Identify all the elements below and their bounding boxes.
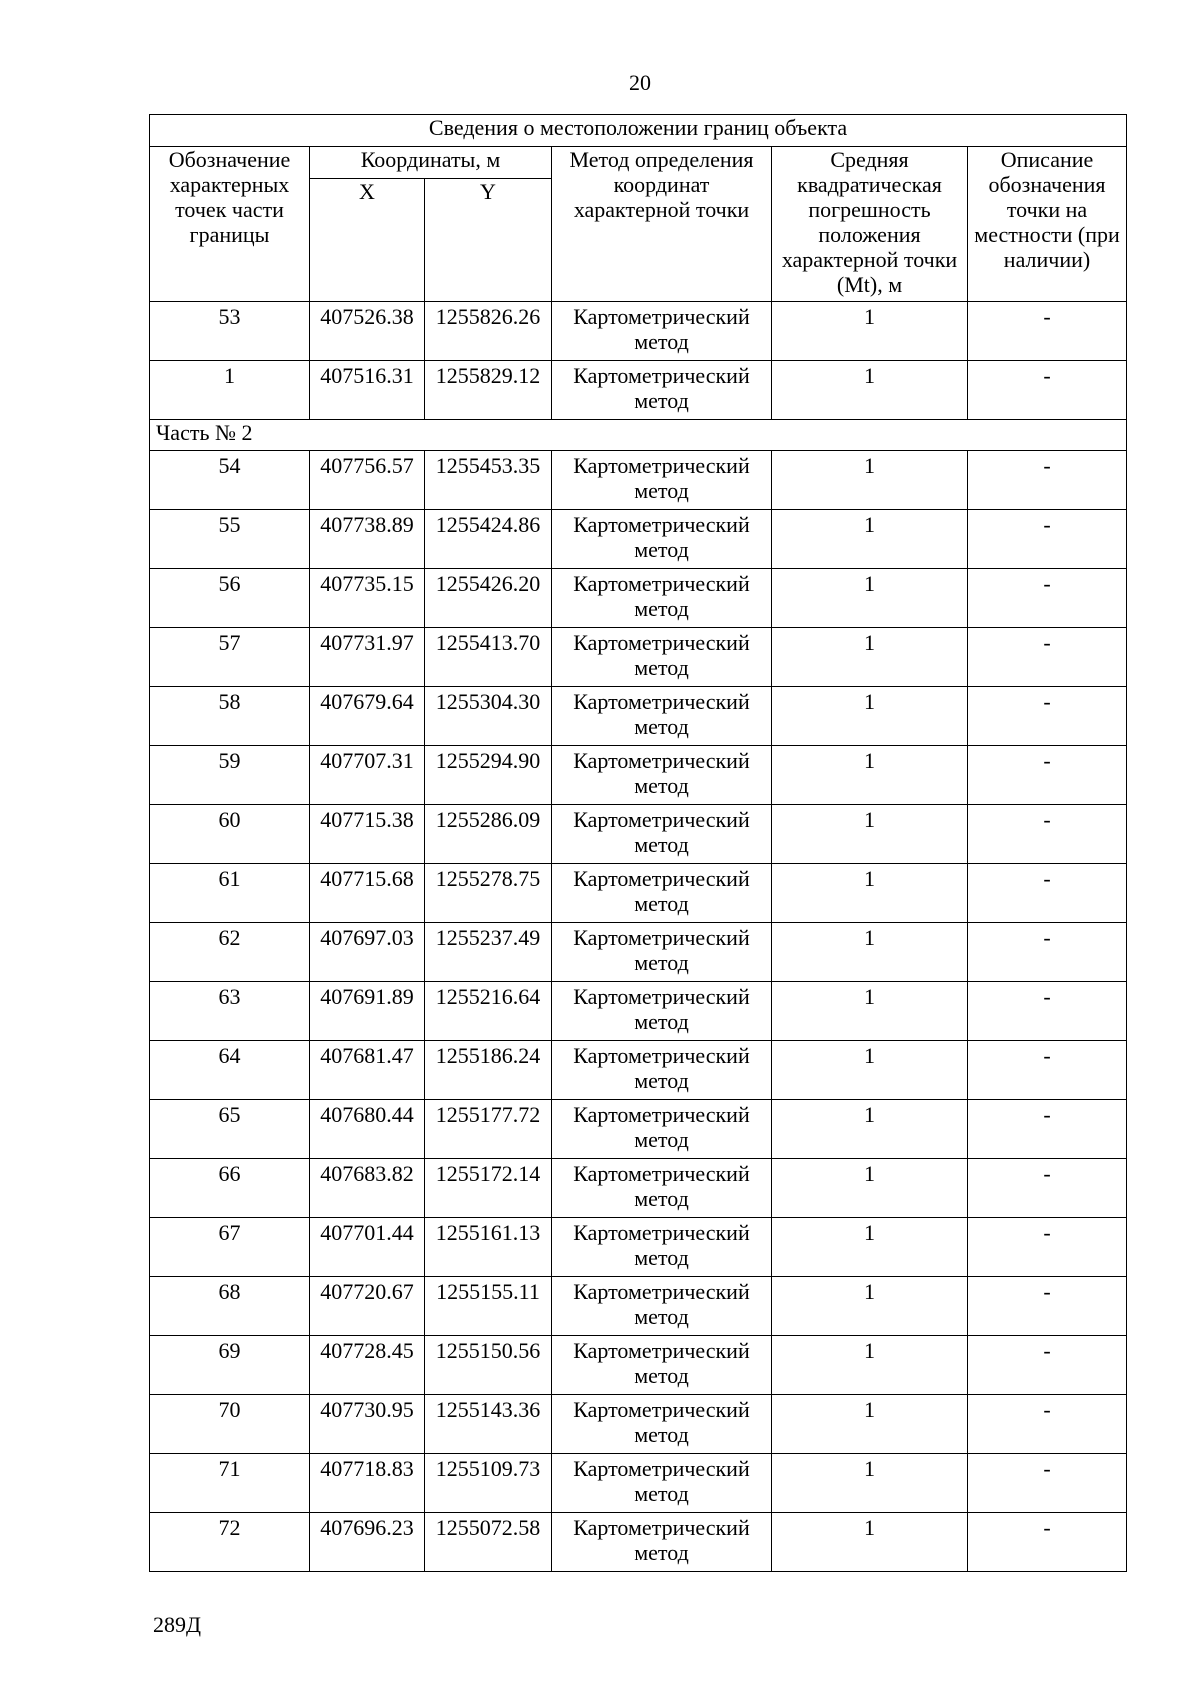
cell-description: - xyxy=(968,982,1127,1041)
cell-x: 407720.67 xyxy=(310,1277,425,1336)
cell-error: 1 xyxy=(772,628,968,687)
cell-x: 407730.95 xyxy=(310,1395,425,1454)
table-row xyxy=(150,1395,1127,1454)
cell-description: - xyxy=(968,628,1127,687)
cell-description: - xyxy=(968,569,1127,628)
cell-description: - xyxy=(968,1277,1127,1336)
cell-description: - xyxy=(968,1336,1127,1395)
cell-error: 1 xyxy=(772,1336,968,1395)
cell-x: 407697.03 xyxy=(310,923,425,982)
cell-description: - xyxy=(968,1159,1127,1218)
cell-method: Картометрический метод xyxy=(552,1218,772,1277)
cell-point: 68 xyxy=(150,1277,310,1336)
table-row xyxy=(150,1277,1127,1336)
cell-error: 1 xyxy=(772,1395,968,1454)
cell-description: - xyxy=(968,1395,1127,1454)
cell-point: 69 xyxy=(150,1336,310,1395)
cell-x: 407526.38 xyxy=(310,302,425,361)
cell-method: Картометрический метод xyxy=(552,1100,772,1159)
boundary-coordinates-table xyxy=(149,114,1127,1572)
table-row xyxy=(150,1218,1127,1277)
cell-error: 1 xyxy=(772,805,968,864)
table-header-row xyxy=(150,147,1127,179)
cell-x: 407681.47 xyxy=(310,1041,425,1100)
cell-error: 1 xyxy=(772,1513,968,1572)
cell-point: 61 xyxy=(150,864,310,923)
header-error: Средняя квадратическая погрешность положения характерной точки (Mt), м xyxy=(772,147,968,302)
cell-x: 407718.83 xyxy=(310,1454,425,1513)
table-row xyxy=(150,1454,1127,1513)
cell-error: 1 xyxy=(772,746,968,805)
cell-y: 1255216.64 xyxy=(425,982,552,1041)
cell-x: 407691.89 xyxy=(310,982,425,1041)
cell-error: 1 xyxy=(772,864,968,923)
cell-error: 1 xyxy=(772,1159,968,1218)
cell-y: 1255161.13 xyxy=(425,1218,552,1277)
cell-error: 1 xyxy=(772,1100,968,1159)
cell-error: 1 xyxy=(772,569,968,628)
cell-description: - xyxy=(968,451,1127,510)
header-x: X xyxy=(310,179,425,302)
cell-method: Картометрический метод xyxy=(552,1277,772,1336)
cell-point: 63 xyxy=(150,982,310,1041)
cell-method: Картометрический метод xyxy=(552,982,772,1041)
cell-method: Картометрический метод xyxy=(552,1336,772,1395)
cell-method: Картометрический метод xyxy=(552,923,772,982)
cell-method: Картометрический метод xyxy=(552,1159,772,1218)
cell-x: 407516.31 xyxy=(310,361,425,420)
table-row xyxy=(150,1100,1127,1159)
cell-y: 1255829.12 xyxy=(425,361,552,420)
cell-point: 70 xyxy=(150,1395,310,1454)
cell-y: 1255424.86 xyxy=(425,510,552,569)
cell-method: Картометрический метод xyxy=(552,687,772,746)
cell-description: - xyxy=(968,302,1127,361)
table-row xyxy=(150,1159,1127,1218)
header-coords: Координаты, м xyxy=(310,147,552,179)
cell-y: 1255072.58 xyxy=(425,1513,552,1572)
cell-point: 71 xyxy=(150,1454,310,1513)
cell-y: 1255286.09 xyxy=(425,805,552,864)
table-row xyxy=(150,302,1127,361)
cell-y: 1255172.14 xyxy=(425,1159,552,1218)
cell-description: - xyxy=(968,687,1127,746)
cell-method: Картометрический метод xyxy=(552,510,772,569)
cell-point: 58 xyxy=(150,687,310,746)
cell-point: 56 xyxy=(150,569,310,628)
cell-x: 407696.23 xyxy=(310,1513,425,1572)
cell-y: 1255304.30 xyxy=(425,687,552,746)
table-row xyxy=(150,1041,1127,1100)
cell-method: Картометрический метод xyxy=(552,302,772,361)
cell-description: - xyxy=(968,864,1127,923)
header-method: Метод определения координат характерной точки xyxy=(552,147,772,302)
cell-point: 72 xyxy=(150,1513,310,1572)
cell-y: 1255426.20 xyxy=(425,569,552,628)
cell-method: Картометрический метод xyxy=(552,805,772,864)
table-title: Сведения о местоположении границ объекта xyxy=(150,115,1127,147)
cell-description: - xyxy=(968,1218,1127,1277)
cell-y: 1255826.26 xyxy=(425,302,552,361)
cell-description: - xyxy=(968,1513,1127,1572)
cell-y: 1255413.70 xyxy=(425,628,552,687)
cell-method: Картометрический метод xyxy=(552,1395,772,1454)
table-row xyxy=(150,1513,1127,1572)
cell-description: - xyxy=(968,1454,1127,1513)
table-row xyxy=(150,746,1127,805)
cell-y: 1255177.72 xyxy=(425,1100,552,1159)
cell-error: 1 xyxy=(772,361,968,420)
cell-description: - xyxy=(968,923,1127,982)
cell-error: 1 xyxy=(772,923,968,982)
cell-error: 1 xyxy=(772,982,968,1041)
cell-x: 407707.31 xyxy=(310,746,425,805)
cell-description: - xyxy=(968,361,1127,420)
cell-description: - xyxy=(968,1100,1127,1159)
cell-description: - xyxy=(968,1041,1127,1100)
table-row xyxy=(150,510,1127,569)
cell-description: - xyxy=(968,805,1127,864)
cell-description: - xyxy=(968,746,1127,805)
header-point: Обозначение характерных точек части границы xyxy=(150,147,310,302)
cell-y: 1255155.11 xyxy=(425,1277,552,1336)
cell-x: 407735.15 xyxy=(310,569,425,628)
cell-point: 1 xyxy=(150,361,310,420)
cell-method: Картометрический метод xyxy=(552,1513,772,1572)
cell-y: 1255294.90 xyxy=(425,746,552,805)
table-row xyxy=(150,451,1127,510)
cell-x: 407731.97 xyxy=(310,628,425,687)
cell-error: 1 xyxy=(772,1218,968,1277)
cell-y: 1255109.73 xyxy=(425,1454,552,1513)
cell-method: Картометрический метод xyxy=(552,746,772,805)
table-row xyxy=(150,982,1127,1041)
table-row xyxy=(150,569,1127,628)
table-row xyxy=(150,361,1127,420)
cell-point: 54 xyxy=(150,451,310,510)
cell-x: 407679.64 xyxy=(310,687,425,746)
table-title-row xyxy=(150,115,1127,147)
cell-error: 1 xyxy=(772,1277,968,1336)
cell-method: Картометрический метод xyxy=(552,451,772,510)
page-number: 20 xyxy=(629,70,651,95)
cell-point: 55 xyxy=(150,510,310,569)
cell-method: Картометрический метод xyxy=(552,1041,772,1100)
table-row xyxy=(150,864,1127,923)
cell-y: 1255143.36 xyxy=(425,1395,552,1454)
cell-method: Картометрический метод xyxy=(552,628,772,687)
cell-point: 60 xyxy=(150,805,310,864)
cell-y: 1255278.75 xyxy=(425,864,552,923)
cell-x: 407715.38 xyxy=(310,805,425,864)
section-label: Часть № 2 xyxy=(150,420,1127,451)
cell-point: 65 xyxy=(150,1100,310,1159)
cell-y: 1255453.35 xyxy=(425,451,552,510)
cell-method: Картометрический метод xyxy=(552,1454,772,1513)
cell-y: 1255237.49 xyxy=(425,923,552,982)
cell-error: 1 xyxy=(772,451,968,510)
cell-description: - xyxy=(968,510,1127,569)
cell-error: 1 xyxy=(772,302,968,361)
table-row xyxy=(150,687,1127,746)
cell-error: 1 xyxy=(772,510,968,569)
cell-x: 407715.68 xyxy=(310,864,425,923)
cell-point: 59 xyxy=(150,746,310,805)
cell-x: 407701.44 xyxy=(310,1218,425,1277)
cell-point: 67 xyxy=(150,1218,310,1277)
cell-point: 53 xyxy=(150,302,310,361)
cell-x: 407738.89 xyxy=(310,510,425,569)
cell-method: Картометрический метод xyxy=(552,569,772,628)
header-description: Описание обозначения точки на местности (при наличии) xyxy=(968,147,1127,302)
cell-error: 1 xyxy=(772,1041,968,1100)
table-row xyxy=(150,805,1127,864)
table-row xyxy=(150,1336,1127,1395)
cell-x: 407728.45 xyxy=(310,1336,425,1395)
cell-x: 407680.44 xyxy=(310,1100,425,1159)
cell-point: 64 xyxy=(150,1041,310,1100)
cell-point: 66 xyxy=(150,1159,310,1218)
cell-x: 407683.82 xyxy=(310,1159,425,1218)
cell-error: 1 xyxy=(772,1454,968,1513)
cell-y: 1255186.24 xyxy=(425,1041,552,1100)
footer-document-code: 289Д xyxy=(153,1612,202,1637)
cell-point: 62 xyxy=(150,923,310,982)
cell-method: Картометрический метод xyxy=(552,864,772,923)
cell-point: 57 xyxy=(150,628,310,687)
cell-method: Картометрический метод xyxy=(552,361,772,420)
section-row xyxy=(150,420,1127,451)
cell-x: 407756.57 xyxy=(310,451,425,510)
cell-y: 1255150.56 xyxy=(425,1336,552,1395)
table-row xyxy=(150,923,1127,982)
cell-error: 1 xyxy=(772,687,968,746)
table-row xyxy=(150,628,1127,687)
header-y: Y xyxy=(425,179,552,302)
